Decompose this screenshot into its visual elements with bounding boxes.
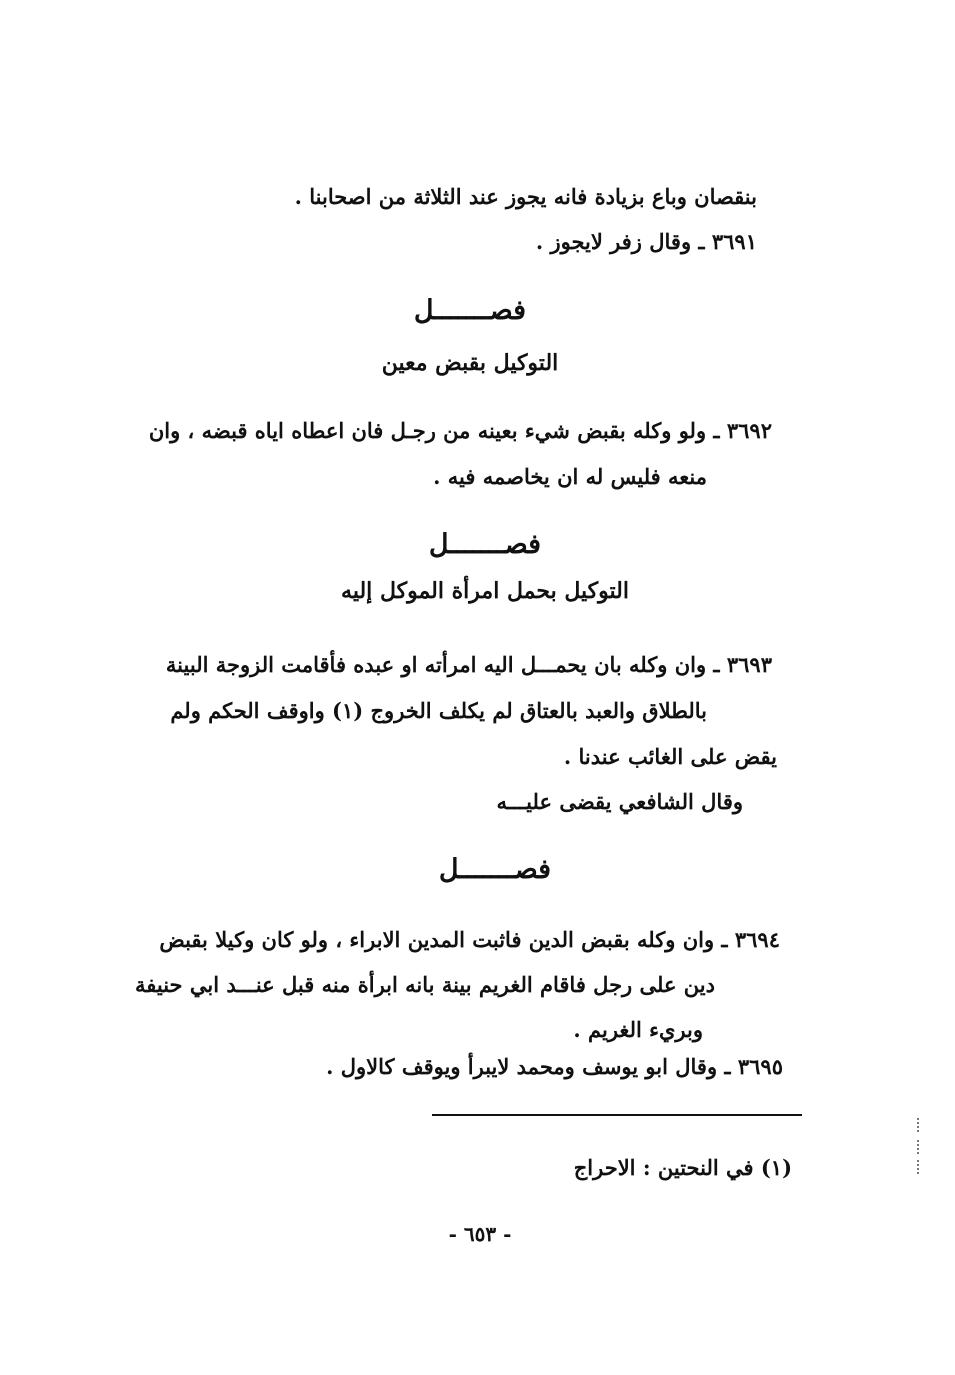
section-heading-3: فصـــــــل	[438, 854, 552, 885]
scan-margin-mark	[917, 1140, 919, 1154]
text-line-2: ٣٦٩١ ـ وقال زفر لايجوز .	[535, 229, 757, 254]
section-subheading-1: التوكيل بقبض معين	[381, 350, 559, 376]
paragraph-3694-line-2: دين على رجل فاقام الغريم بينة بانه ابرأة منه قبل عنـــد ابي حنيفة	[135, 972, 715, 997]
scan-margin-mark	[917, 1118, 919, 1132]
section-subheading-2: التوكيل بحمل امرأة الموكل إليه	[341, 578, 629, 604]
section-heading-2: فصـــــــل	[428, 529, 542, 560]
section-heading-1: فصـــــــل	[413, 295, 527, 326]
paragraph-3693-line-1: ٣٦٩٣ ـ وان وكله بان يحمـــل اليه امرأته او عبده فأقامت الزوجة البينة	[165, 652, 772, 677]
paragraph-3694-line-1: ٣٦٩٤ ـ وان وكله بقبض الدين فاثبت المدين الابراء ، ولو كان وكيلا بقبض	[159, 927, 780, 952]
paragraph-3693-line-2: بالطلاق والعبد بالعتاق لم يكلف الخروج (١) واوقف الحكم ولم	[170, 698, 707, 723]
text-line-1: بنقصان وباع بزيادة فانه يجوز عند الثلاثة من اصحابنا .	[294, 184, 757, 209]
footnote: (١) في النحتين : الاحراج	[573, 1155, 792, 1180]
paragraph-3695-line-1: ٣٦٩٥ ـ وقال ابو يوسف ومحمد لايبرأ ويوقف كالاول .	[326, 1054, 783, 1079]
footnote-separator	[432, 1114, 802, 1116]
paragraph-3693-line-4: وقال الشافعي يقضى عليـــه	[496, 789, 743, 814]
paragraph-3694-line-3: وبريء الغريم .	[573, 1017, 703, 1042]
paragraph-3692-line-2: منعه فليس له ان يخاصمه فيه .	[433, 464, 707, 489]
paragraph-3693-line-3: يقض على الغائب عندنا .	[563, 744, 777, 769]
page-number: - ٦٥٣ -	[448, 1222, 512, 1246]
scan-margin-mark	[917, 1160, 919, 1174]
paragraph-3692-line-1: ٣٦٩٢ ـ ولو وكله بقبض شيء بعينه من رجـل فان اعطاه اياه قبضه ، وان	[148, 418, 772, 443]
